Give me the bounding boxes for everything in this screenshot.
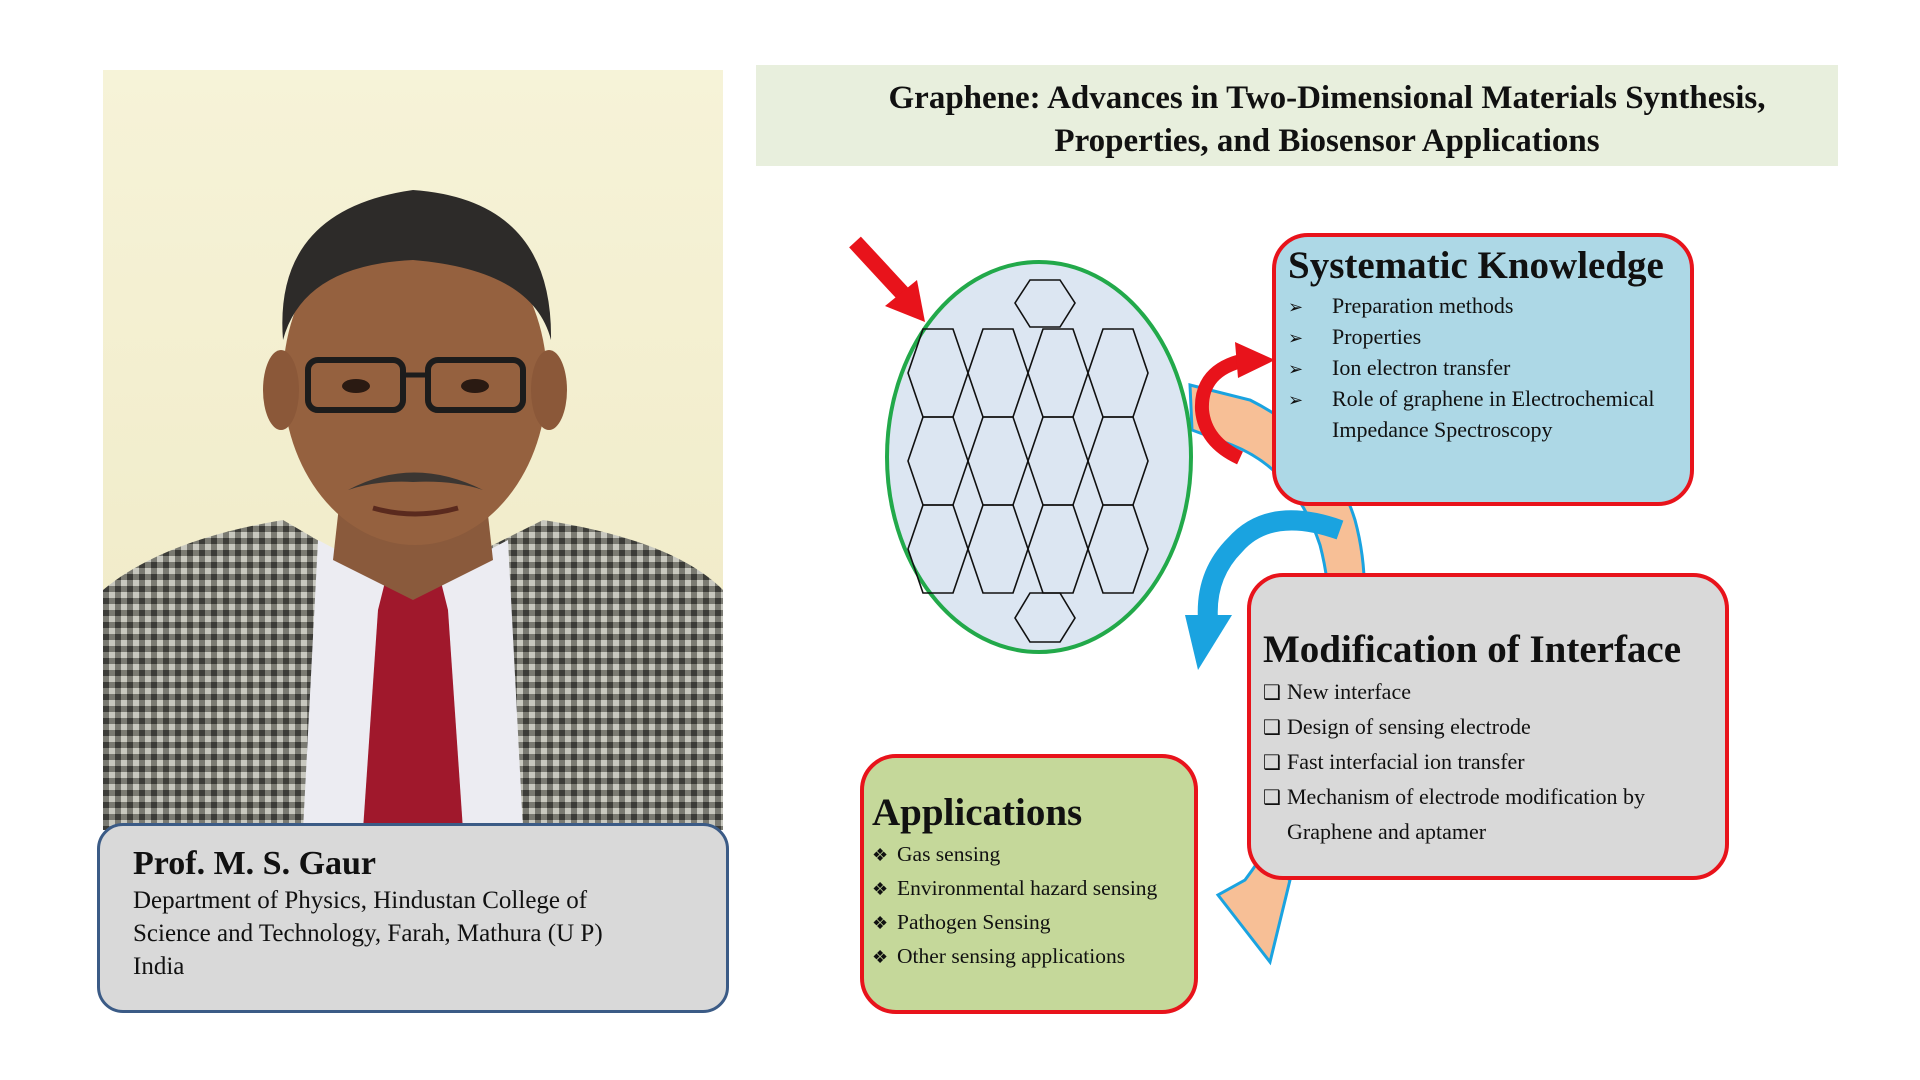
list-item-continuation: Graphene and aptamer xyxy=(1287,819,1487,844)
list-item: ➢ Preparation methods xyxy=(1288,291,1680,322)
applications-title: Applications xyxy=(872,791,1083,834)
arrow-bullet-icon: ➢ xyxy=(1288,390,1304,410)
diamond-bullet-icon: ❖ xyxy=(872,947,889,967)
systematic-knowledge-box xyxy=(1272,233,1694,506)
list-item: ❑ New interface xyxy=(1263,675,1715,710)
square-bullet-icon: ❑ xyxy=(1263,752,1281,774)
list-item: ❖ Other sensing applications xyxy=(872,940,1186,974)
list-item: ❖ Gas sensing xyxy=(872,838,1186,872)
author-affiliation-line-1: Department of Physics, Hindustan College of xyxy=(133,887,588,914)
square-bullet-icon: ❑ xyxy=(1263,717,1281,739)
list-item: ❖ Pathogen Sensing xyxy=(872,906,1186,940)
systematic-knowledge-list xyxy=(1288,291,1680,444)
list-item: ❖ Environmental hazard sensing xyxy=(872,872,1186,906)
author-affiliation-line-3: India xyxy=(133,953,185,980)
arrow-bullet-icon: ➢ xyxy=(1288,328,1304,348)
list-item: ❑ Fast interfacial ion transfer xyxy=(1263,745,1715,780)
list-item: ➢ Role of graphene in Electrochemical xyxy=(1288,384,1680,415)
square-bullet-icon: ❑ xyxy=(1263,682,1281,704)
list-item: ❑ Mechanism of electrode modification by xyxy=(1263,780,1715,815)
square-bullet-icon: ❑ xyxy=(1263,787,1281,809)
list-item: ➢ Properties xyxy=(1288,322,1680,353)
list-item-continuation: Impedance Spectroscopy xyxy=(1332,417,1553,442)
list-item: ❑ Design of sensing electrode xyxy=(1263,710,1715,745)
title-line-1: Graphene: Advances in Two-Dimensional Materials Synthesis, xyxy=(888,80,1766,116)
author-affiliation-line-2: Science and Technology, Farah, Mathura (U P) xyxy=(133,920,603,947)
title-line-2: Properties, and Biosensor Applications xyxy=(1054,123,1600,159)
red-pointer-arrow xyxy=(855,242,925,322)
diamond-bullet-icon: ❖ xyxy=(872,913,889,933)
systematic-knowledge-title: Systematic Knowledge xyxy=(1288,244,1664,287)
applications-box xyxy=(860,754,1198,1014)
modification-of-interface-list xyxy=(1263,675,1715,848)
author-name: Prof. M. S. Gaur xyxy=(133,845,377,882)
red-curved-arrow xyxy=(1180,330,1300,470)
arrow-bullet-icon: ➢ xyxy=(1288,359,1304,379)
list-item: ➢ Ion electron transfer xyxy=(1288,353,1680,384)
modification-of-interface-box xyxy=(1247,573,1729,880)
arrow-bullet-icon: ➢ xyxy=(1288,297,1304,317)
modification-of-interface-title: Modification of Interface xyxy=(1263,628,1682,671)
diamond-bullet-icon: ❖ xyxy=(872,845,889,865)
applications-list xyxy=(872,838,1186,974)
diamond-bullet-icon: ❖ xyxy=(872,879,889,899)
